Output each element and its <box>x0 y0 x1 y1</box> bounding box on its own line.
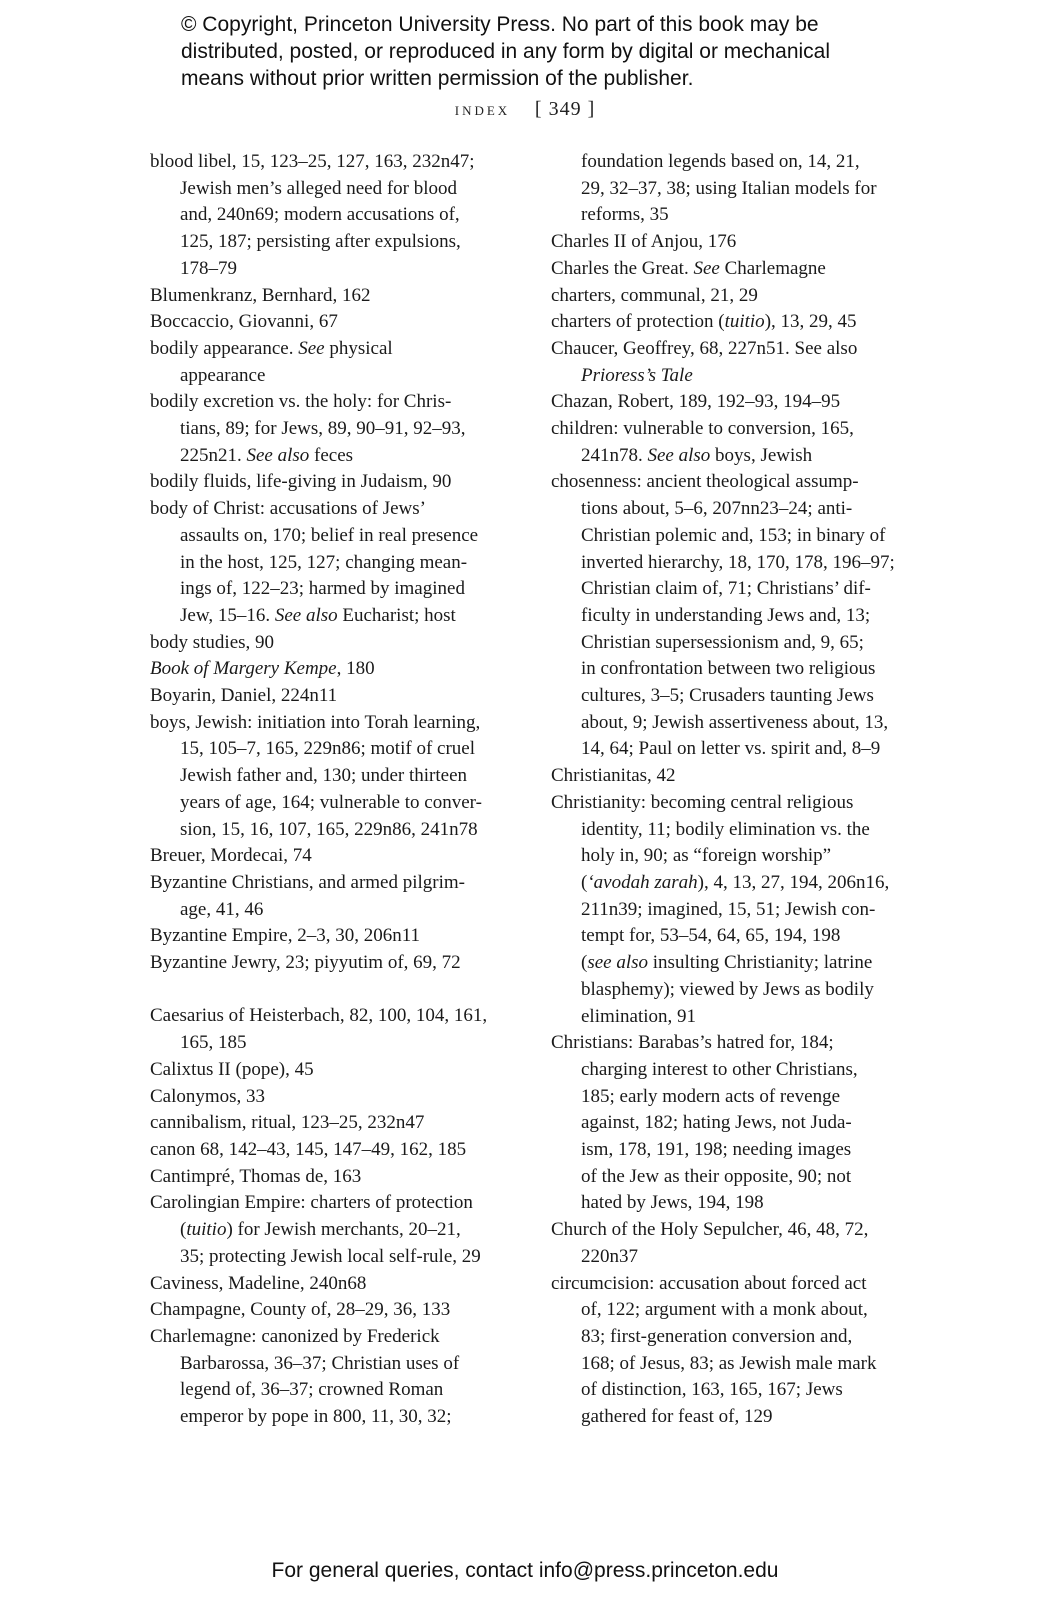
letter-section-gap <box>150 977 522 1004</box>
index-entry-line: 185; early modern acts of revenge <box>581 1085 841 1107</box>
index-entry-line: 125, 187; persisting after expulsions, <box>180 231 461 253</box>
index-entry-line: bodily fluids, life-giving in Judaism, 90 <box>150 471 452 493</box>
index-entry-line: tions about, 5–6, 207nn23–24; anti- <box>581 498 853 520</box>
index-entry <box>551 309 921 336</box>
index-entry <box>150 1137 522 1164</box>
copyright-notice <box>181 11 901 92</box>
index-entry-line: emperor by pope in 800, 11, 30, 32; <box>180 1406 452 1428</box>
index-entry <box>150 389 522 469</box>
footer-contact: For general queries, contact info@press.princeton.edu <box>271 1559 779 1582</box>
index-entry-line: cannibalism, ritual, 123–25, 232n47 <box>150 1112 425 1134</box>
index-entry-line: reforms, 35 <box>581 204 669 226</box>
index-entry-line: Chaucer, Geoffrey, 68, 227n51. See also <box>551 337 858 359</box>
index-entry-line: foundation legends based on, 14, 21, <box>581 151 860 172</box>
index-entry-line: 83; first-generation conversion and, <box>581 1325 853 1347</box>
index-entry-line: Charles II of Anjou, 176 <box>551 231 737 253</box>
index-entry-line: boys, Jewish: initiation into Torah learning, <box>150 711 481 733</box>
index-entry-line: body of Christ: accusations of Jews’ <box>150 498 426 520</box>
index-entry-line: Calixtus II (pope), 45 <box>150 1058 314 1080</box>
index-entry-line: bodily appearance. See physical <box>150 337 393 359</box>
index-entry <box>551 229 921 256</box>
index-entry <box>150 950 522 977</box>
index-entry-line: gathered for feast of, 129 <box>581 1406 773 1428</box>
index-entry-line: legend of, 36–37; crowned Roman <box>180 1379 444 1401</box>
running-head <box>0 98 1050 121</box>
index-entry <box>150 710 522 844</box>
index-entry-line: charging interest to other Christians, <box>581 1058 858 1080</box>
index-entry <box>551 1030 921 1217</box>
index-entry <box>551 283 921 310</box>
index-entry <box>150 469 522 496</box>
index-entry-line: Jewish father and, 130; under thirteen <box>180 765 468 787</box>
index-entry <box>551 469 921 763</box>
index-entry-line: ficulty in understanding Jews and, 13; <box>581 604 871 626</box>
index-entry-line: (tuitio) for Jewish merchants, 20–21, <box>180 1219 461 1241</box>
index-entry-line: of the Jew as their opposite, 90; not <box>581 1165 852 1187</box>
index-entry-line: Christian polemic and, 153; in binary of <box>581 524 886 546</box>
index-entry <box>150 1003 522 1056</box>
index-entry-line: 29, 32–37, 38; using Italian models for <box>581 177 877 199</box>
index-entry-line: Carolingian Empire: charters of protection <box>150 1192 473 1214</box>
index-entry-line: Champagne, County of, 28–29, 36, 133 <box>150 1299 451 1321</box>
index-entry-line: inverted hierarchy, 18, 170, 178, 196–97; <box>581 551 895 573</box>
index-entry <box>150 283 522 310</box>
index-entry-line: Breuer, Mordecai, 74 <box>150 845 312 867</box>
index-entry <box>150 843 522 870</box>
index-entry-line: 15, 105–7, 165, 229n86; motif of cruel <box>180 738 475 760</box>
index-entry <box>150 1057 522 1084</box>
running-head-label: index <box>454 99 511 120</box>
index-entry <box>551 1271 921 1431</box>
index-entry-line: Church of the Holy Sepulcher, 46, 48, 72, <box>551 1219 869 1241</box>
index-entry <box>150 336 522 389</box>
index-entry-line: ism, 178, 191, 198; needing images <box>581 1139 852 1161</box>
index-entry <box>551 336 921 389</box>
index-entry-line: holy in, 90; as “foreign worship” <box>581 845 832 867</box>
index-entry-line: sion, 15, 16, 107, 165, 229n86, 241n78 <box>180 818 478 840</box>
index-entry <box>551 149 921 229</box>
index-entry-line: of distinction, 163, 165, 167; Jews <box>581 1379 843 1401</box>
index-entry <box>551 256 921 283</box>
index-entry-line: tempt for, 53–54, 64, 65, 194, 198 <box>581 925 841 947</box>
index-entry-line: Byzantine Empire, 2–3, 30, 206n11 <box>150 925 420 947</box>
index-entry <box>150 1164 522 1191</box>
index-entry-line: Cantimpré, Thomas de, 163 <box>150 1165 362 1187</box>
index-entry <box>150 923 522 950</box>
index-entry-line: Calonymos, 33 <box>150 1085 266 1107</box>
index-entry-line: Prioress’s Tale <box>581 364 693 386</box>
index-entry-line: elimination, 91 <box>581 1005 697 1027</box>
index-entry <box>150 630 522 657</box>
index-entry-line: 241n78. See also boys, Jewish <box>581 444 813 466</box>
index-column-left <box>150 149 522 1431</box>
page-number: [ 349 ] <box>534 98 596 120</box>
index-entry-line: circumcision: accusation about forced act <box>551 1272 867 1294</box>
index-entry-line: assaults on, 170; belief in real presence <box>180 524 479 546</box>
index-entry-line: Jewish men’s alleged need for blood <box>180 177 458 199</box>
index-entry-line: children: vulnerable to conversion, 165, <box>551 418 854 440</box>
index-entry-line: Caviness, Madeline, 240n68 <box>150 1272 367 1294</box>
index-entry-line: body studies, 90 <box>150 631 275 653</box>
index-entry-line: 178–79 <box>180 257 237 279</box>
index-entry-line: blood libel, 15, 123–25, 127, 163, 232n47; <box>150 151 475 172</box>
copyright-line: distributed, posted, or reproduced in any form by digital or mechanical <box>181 40 831 63</box>
index-entry-line: (see also insulting Christianity; latrine <box>581 952 873 974</box>
index-entry <box>551 763 921 790</box>
index-entry-line: Byzantine Jewry, 23; piyyutim of, 69, 72 <box>150 952 461 974</box>
index-entry-line: Charles the Great. See Charlemagne <box>551 257 826 279</box>
index-entry-line: 14, 64; Paul on letter vs. spirit and, 8–9 <box>581 738 881 760</box>
index-entry-line: Boccaccio, Giovanni, 67 <box>150 311 338 333</box>
index-column-right <box>551 149 921 1431</box>
index-entry-line: tians, 89; for Jews, 89, 90–91, 92–93, <box>180 418 466 440</box>
index-entry-line: Byzantine Christians, and armed pilgrim- <box>150 871 466 893</box>
index-entry-line: 168; of Jesus, 83; as Jewish male mark <box>581 1352 877 1374</box>
index-entry-line: Book of Margery Kempe, 180 <box>150 658 375 680</box>
index-entry-line: 165, 185 <box>180 1032 247 1054</box>
index-entry-line: of, 122; argument with a monk about, <box>581 1299 868 1321</box>
index-entry <box>150 1084 522 1111</box>
index-entry-line: years of age, 164; vulnerable to conver- <box>180 791 482 813</box>
index-entry <box>150 1297 522 1324</box>
index-entry-line: appearance <box>180 364 266 386</box>
index-entry <box>150 870 522 923</box>
index-entry-line: charters of protection (tuitio), 13, 29, 45 <box>551 311 857 333</box>
index-entry <box>150 1324 522 1431</box>
index-entry-line: chosenness: ancient theological assump- <box>551 471 859 493</box>
index-entry-line: Christians: Barabas’s hatred for, 184; <box>551 1032 834 1054</box>
index-entry-line: in the host, 125, 127; changing mean- <box>180 551 468 573</box>
index-entry <box>150 683 522 710</box>
index-entry <box>150 496 522 630</box>
index-entry-line: Christian claim of, 71; Christians’ dif- <box>581 578 871 600</box>
index-entry <box>551 416 921 469</box>
index-entry-line: Christianitas, 42 <box>551 765 676 787</box>
index-entry-line: about, 9; Jewish assertiveness about, 13, <box>581 711 889 733</box>
index-entry-line: 35; protecting Jewish local self-rule, 29 <box>180 1245 481 1267</box>
index-entry <box>150 149 522 283</box>
index-entry <box>551 790 921 1030</box>
index-entry <box>150 309 522 336</box>
index-entry-line: Blumenkranz, Bernhard, 162 <box>150 284 371 306</box>
index-entry <box>150 656 522 683</box>
index-entry-line: in confrontation between two religious <box>581 658 876 680</box>
index-entry-line: Boyarin, Daniel, 224n11 <box>150 685 338 707</box>
index-entry-line: Chazan, Robert, 189, 192–93, 194–95 <box>551 391 841 413</box>
index-entry-line: and, 240n69; modern accusations of, <box>180 204 460 226</box>
index-entry <box>150 1271 522 1298</box>
index-entry-line: ings of, 122–23; harmed by imagined <box>180 578 465 600</box>
index-entry-line: Christianity: becoming central religious <box>551 791 854 813</box>
index-entry-line: Charlemagne: canonized by Frederick <box>150 1325 440 1347</box>
index-entry-line: bodily excretion vs. the holy: for Chris- <box>150 391 452 413</box>
index-entry-line: 225n21. See also feces <box>180 444 354 466</box>
index-entry-line: identity, 11; bodily elimination vs. the <box>581 818 870 840</box>
index-entry <box>150 1110 522 1137</box>
index-entry-line: 220n37 <box>581 1245 638 1267</box>
index-entry-line: Christian supersessionism and, 9, 65; <box>581 631 864 653</box>
index-entry-line: charters, communal, 21, 29 <box>551 284 758 306</box>
index-entry-line: Barbarossa, 36–37; Christian uses of <box>180 1352 460 1374</box>
index-entry-line: age, 41, 46 <box>180 898 264 920</box>
copyright-line: © Copyright, Princeton University Press. No part of this book may be <box>181 13 819 36</box>
index-entry-line: against, 182; hating Jews, not Juda- <box>581 1112 852 1134</box>
index-entry-line: cultures, 3–5; Crusaders taunting Jews <box>581 685 874 707</box>
index-entry-line: Jew, 15–16. See also Eucharist; host <box>180 604 456 626</box>
index-entry <box>150 1190 522 1270</box>
index-entry-line: (‘avodah zarah), 4, 13, 27, 194, 206n16, <box>581 871 890 893</box>
index-entry-line: 211n39; imagined, 15, 51; Jewish con- <box>581 898 876 920</box>
index-entry-line: canon 68, 142–43, 145, 147–49, 162, 185 <box>150 1139 467 1160</box>
index-entry <box>551 1217 921 1270</box>
index-entry <box>551 389 921 416</box>
index-entry-line: hated by Jews, 194, 198 <box>581 1192 764 1214</box>
index-entry-line: Caesarius of Heisterbach, 82, 100, 104, 161, <box>150 1005 488 1027</box>
copyright-line: means without prior written permission of the publisher. <box>181 67 694 90</box>
index-entry-line: blasphemy); viewed by Jews as bodily <box>581 978 874 1000</box>
